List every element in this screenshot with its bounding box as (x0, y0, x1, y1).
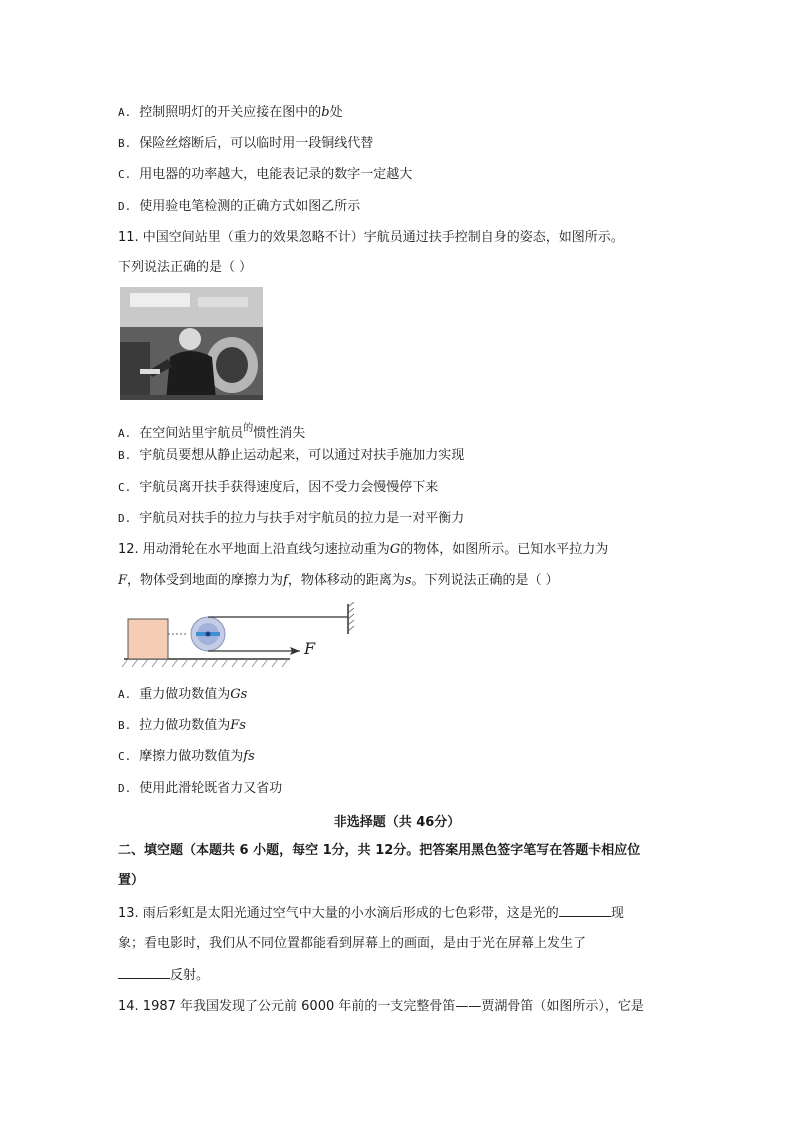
q13-line1: 13. 雨后彩虹是太阳光通过空气中大量的小水滴后形成的七色彩带，这是光的 现 (118, 906, 624, 921)
section-title: 非选择题（共 46分） (333, 815, 461, 830)
q12-option-a: A. 重力做功数值为Gs (118, 687, 248, 702)
q12-stem-line2: F，物体受到地面的摩擦力为f，物体移动的距离为s。下列说法正确的是（ ） (118, 573, 559, 588)
q12-option-d: D. 使用此滑轮既省力又省功 (118, 781, 283, 796)
q11-option-a: A. 在空间站里宇航员$^的$惯性消失 (118, 423, 306, 441)
astronaut-photo (120, 287, 263, 400)
q13-line2: 象；看电影时，我们从不同位置都能看到屏幕上的画面，是由于光在屏幕上发生了 (118, 936, 587, 951)
q13-line3: 反射。 (118, 966, 209, 985)
answer-blank (118, 966, 170, 979)
q10-option-b: B. 保险丝熔断后，可以临时用一段铜线代替 (118, 136, 374, 151)
q11-option-c: C. 宇航员离开扶手获得速度后，因不受力会慢慢停下来 (118, 480, 439, 495)
q10-option-a: A. 控制照明灯的开关应接在图中的b处 (118, 105, 343, 120)
q12-option-b: B. 拉力做功数值为Fs (118, 718, 246, 733)
q12-option-c: C. 摩擦力做功数值为fs (118, 749, 255, 764)
q11-stem-line2: 下列说法正确的是（ ） (118, 260, 253, 275)
q11-option-d: D. 宇航员对扶手的拉力与扶手对宇航员的拉力是一对平衡力 (118, 511, 465, 526)
q11-stem-line1: 11. 中国空间站里（重力的效果忽略不计）宇航员通过扶手控制自身的姿态，如图所示。 (118, 230, 624, 245)
q10-option-d: D. 使用验电笔检测的正确方式如图乙所示 (118, 199, 361, 214)
q14-line1: 14. 1987 年我国发现了公元前 6000 年前的一支完整骨笛——贾湖骨笛（如图所示），它是 (118, 999, 644, 1014)
q10-option-c: C. 用电器的功率越大，电能表记录的数字一定越大 (118, 167, 413, 182)
answer-blank (559, 904, 611, 917)
part2-heading-line2: 置） (118, 873, 145, 888)
force-label: F (304, 639, 316, 658)
q12-stem-line1: 12. 用动滑轮在水平地面上沿直线匀速拉动重为G的物体，如图所示。已知水平拉力为 (118, 542, 609, 557)
q11-option-b: B. 宇航员要想从静止运动起来，可以通过对扶手施加力实现 (118, 448, 465, 463)
part2-heading-line1: 二、填空题（本题共 6 小题，每空 1分，共 12分。把答案用黑色签字笔写在答题卡相应位 (118, 843, 641, 858)
pulley-diagram (120, 602, 370, 674)
